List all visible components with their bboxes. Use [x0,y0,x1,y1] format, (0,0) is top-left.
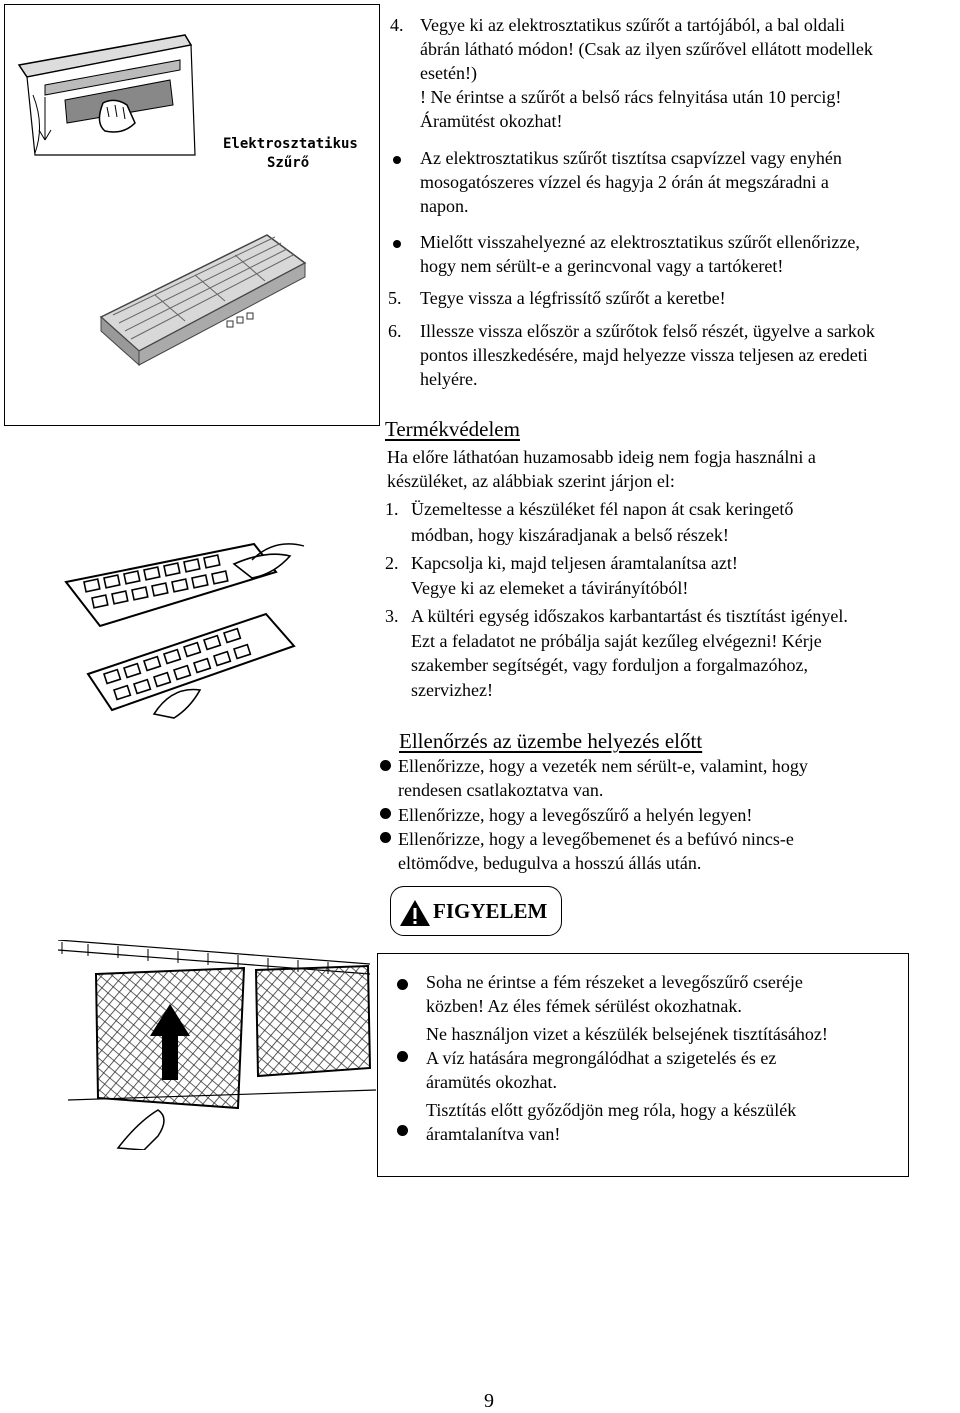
bullet-dot-icon [380,808,391,819]
check-item-1-line-2: rendesen csatlakoztatva van. [398,780,604,800]
bullet-dot-icon [393,240,401,248]
protection-item-3-line-3: szakember segítségét, vagy forduljon a forgalmazóhoz, [411,655,809,675]
protection-item-2-line-2: Vegye ki az elemeket a távirányítóból! [411,578,689,598]
protection-item-3-line-4: szervizhez! [411,680,493,700]
protection-item-3-line-1: A kültéri egység időszakos karbantartást és tisztítást igényel. [411,606,848,626]
cleaning-bullet-line-3: napon. [420,196,469,216]
page-number: 9 [484,1390,494,1412]
cleaning-bullet-line-1: Az elektrosztatikus szűrőt tisztítsa csapvízzel vagy enyhén [420,148,842,168]
warning-item-1-line-2: közben! Az éles fémek sérülést okozhatnak. [426,996,742,1016]
warning-box [377,953,909,1177]
warning-item-3-line-1: Tisztítás előtt győződjön meg róla, hogy a készülék [426,1100,797,1120]
protection-item-1-line-2: módban, hogy kiszáradjanak a belső részek! [411,525,729,545]
protection-item-1-number: 1. [385,499,399,519]
check-item-1-line-1: Ellenőrizze, hogy a vezeték nem sérült-e, valamint, hogy [398,756,808,776]
warning-triangle-icon [399,899,431,927]
bullet-dot-icon [397,1051,408,1062]
step-6-line-3: helyére. [420,369,478,389]
product-protection-intro-2: készüléket, az alábbiak szerint járjon el: [387,471,675,491]
warning-badge [390,886,562,936]
bullet-dot-icon [380,832,391,843]
step-4-line-3: esetén!) [420,63,477,83]
inspection-bullet-line-1: Mielőtt visszahelyezné az elektrosztatikus szűrőt ellenőrizze, [420,232,860,252]
electrostatic-filter-illustration [5,5,379,425]
step-4-line-2: ábrán látható módon! (Csak az ilyen szűrővel ellátott modellek [420,39,873,59]
cleaning-bullet-line-2: mosogatószeres vízzel és hagyja 2 órán át megszáradni a [420,172,829,192]
bullet-dot-icon [393,156,401,164]
protection-item-3-number: 3. [385,606,399,626]
check-item-3-line-1: Ellenőrizze, hogy a levegőbemenet és a befúvó nincs-e [398,829,794,849]
electrostatic-label-line1: Elektrosztatikus [223,136,358,152]
electrostatic-label-line2: Szűrő [267,155,310,171]
mesh-filter-figure [58,940,378,1150]
step-4-line-4: ! Ne érintse a szűrőt a belső rács felnyitása után 10 percig! [420,87,842,107]
step-5-number: 5. [388,288,402,308]
protection-item-2-line-1: Kapcsolja ki, majd teljesen áramtalanítsa azt! [411,553,738,573]
air-filter-illustration [4,464,378,734]
step-6-line-1: Illessze vissza először a szűrőtok felső részét, ügyelve a sarkok [420,321,875,341]
step-4-number: 4. [390,15,404,35]
warning-item-2-line-2: A víz hatására megrongálódhat a szigetelés és ez [426,1048,777,1068]
bullet-dot-icon [397,979,408,990]
warning-item-2-line-1: Ne használjon vizet a készülék belsejének tisztításához! [426,1024,828,1044]
air-filter-figure [4,464,378,734]
protection-item-3-line-2: Ezt a feladatot ne próbálja saját kezűleg elvégezni! Kérje [411,631,822,651]
protection-item-1-line-1: Üzemeltesse a készüléket fél napon át csak keringető [411,499,794,519]
bullet-dot-icon [380,760,391,771]
step-5-text: Tegye vissza a légfrissítő szűrőt a keretbe! [420,288,726,308]
warning-item-1-line-1: Soha ne érintse a fém részeket a levegőszűrő cseréje [426,972,803,992]
pre-start-check-title: Ellenőrzés az üzembe helyezés előtt [399,729,703,753]
mesh-filter-illustration [58,940,378,1150]
check-item-3-line-2: eltömődve, bedugulva a hosszú állás után. [398,853,702,873]
check-item-2-line-1: Ellenőrizze, hogy a levegőszűrő a helyén legyen! [398,805,753,825]
product-protection-title: Termékvédelem [385,417,520,441]
step-6-line-2: pontos illeszkedésére, majd helyezze vissza teljesen az eredeti [420,345,868,365]
step-6-number: 6. [388,321,402,341]
bullet-dot-icon [397,1125,408,1136]
protection-item-2-number: 2. [385,553,399,573]
step-4-line-5: Áramütést okozhat! [420,111,563,131]
inspection-bullet-line-2: hogy nem sérült-e a gerincvonal vagy a tartókeret! [420,256,784,276]
product-protection-intro-1: Ha előre láthatóan huzamosabb ideig nem fogja használni a [387,447,816,467]
warning-item-3-line-2: áramtalanítva van! [426,1124,561,1144]
electrostatic-filter-figure [4,4,380,426]
warning-label: FIGYELEM [433,899,548,923]
step-4-line-1: Vegye ki az elektrosztatikus szűrőt a tartójából, a bal oldali [420,15,845,35]
warning-item-2-line-3: áramütés okozhat. [426,1072,557,1092]
